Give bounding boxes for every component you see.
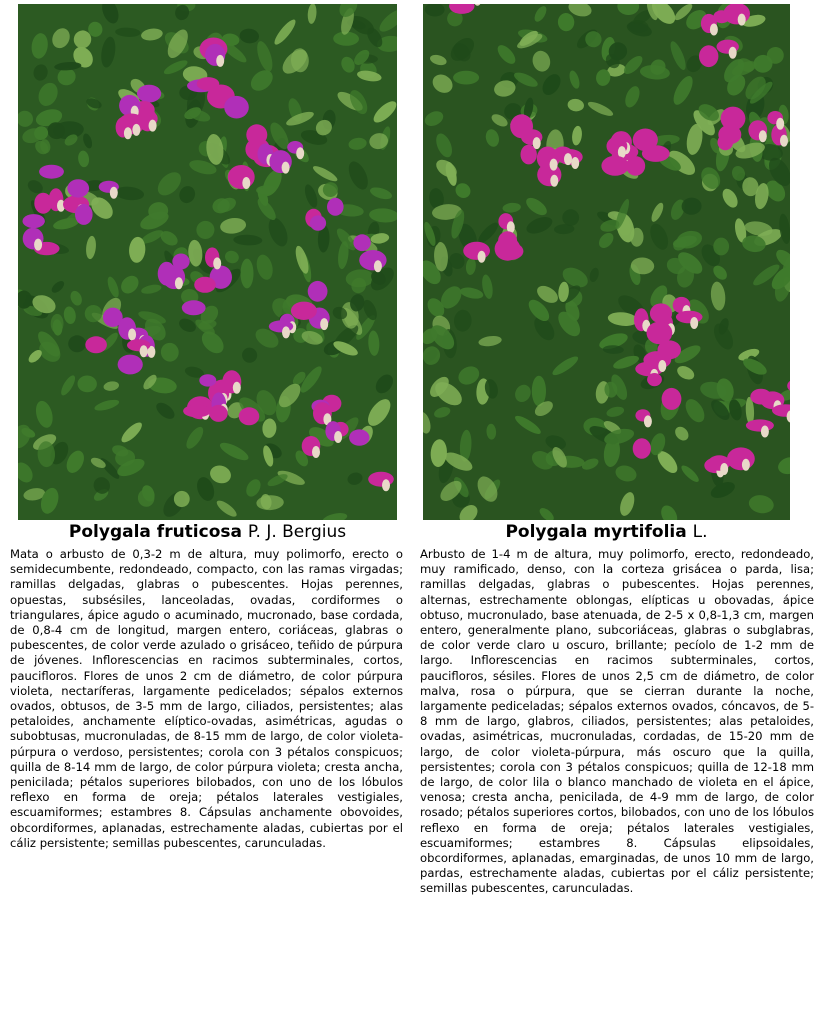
flower-bud: [571, 157, 579, 169]
flower-petal: [172, 254, 189, 270]
flower-bud: [710, 24, 718, 36]
flower-bud: [742, 459, 750, 471]
flower-bud: [759, 130, 767, 142]
flower-bud: [282, 326, 290, 338]
species-description-right: Arbusto de 1-4 m de altura, muy polimorfo, erecto, redondeado, muy ramificado, denso, con la corteza grisácea o parda, lisa; ramillas delgadas, glabras o pubescentes. Hojas perennes, alternas, estrechamente oblongas, elípticas u obovadas, ápice obtuso, mucronulado, base atenuada, de 2-5 x 0,8-1,3 cm, margen entero, generalmente plano, subcoriáceas, glabras o subglabras, de color verde claro u oscuro, brillante; pecíolo de 1-2 mm de largo. Inflorescencias en racimos subterminales, cortos, paucifloros, sésiles. Flores de unos 2,5 cm de diámetro, de color malva, rosa o púrpura, que se cierran durante la noche, largamente pediceladas; sépalos externos ovados, cóncavos, de 5-8 mm de largo, glabros, ciliados, persistentes; alas petaloides, ovadas, asimétricas, mucronuladas, cordadas, de 15-20 mm de largo, de color violeta-púrpura, más oscuro que la quilla, persistentes; corola con 3 pétalos conspicuos; quilla de 12-18 mm de largo, de color lila o blanco manchado de violeta en el ápice, venosa; cresta ancha, penicilada, de 4-9 mm de largo, de color rosado; pétalos superiores cortos, bilobados, con uno de los lóbulos reflexo en forma de oreja; pétalos laterales vestigiales, escuamiformes; estambres 8. Cápsulas elipsoidales, obcordiformes, aplanadas, emarginadas, de unos 10 mm de largo, pardas, estrechamente aladas, cubiertas por el cáliz persistente; semillas pubescentes, carunculadas.: [420, 547, 814, 896]
flower-bud: [132, 124, 140, 136]
flower-petal: [601, 156, 628, 176]
flower-petal: [85, 336, 107, 353]
flower-petal: [224, 96, 249, 119]
flower-petal: [676, 311, 703, 324]
flower-bud: [374, 260, 382, 272]
flower-petal: [647, 322, 673, 345]
flower-petal: [718, 125, 741, 144]
species-name: Polygala fruticosa: [68, 522, 242, 542]
flower-petal: [39, 165, 64, 179]
flower-petal: [158, 262, 176, 286]
flower-bud: [564, 153, 572, 165]
flower-bud: [149, 120, 157, 132]
flower-bud: [776, 118, 784, 130]
species-description-left: Mata o arbusto de 0,3-2 m de altura, muy polimorfo, erecto o semidecumbente, redondeado, compacto, con las ramas virgadas; ramillas delgadas, glabras o pubescentes. Hojas perennes, opuestas, subsésiles, lanceoladas, ovadas, cordiformes o triangulares, ápice agudo o acuminado, mucronado, base cordada, de 0,8-4 cm de longitud, margen entero, coriáceas, glabras o pubescentes, de color verde azulado o grisáceo, teñido de púrpura de jóvenes. Inflorescencias en racimos subterminales, cortos, paucifloros. Flores de unos 2 cm de diámetro, de color púrpura violeta, nectaríferas, largamente pedicelados; sépalos externos ovados, obtusos, de 3-5 mm de largo, ciliados, persistentes; alas petaloides, anchamente elíptico-ovadas, asimétricas, agudas o subobtusas, mucronuladas, de 8-15 mm de largo, de color violeta-púrpura o verdoso, persistentes; corola con 3 pétalos conspicuos; quilla de 8-14 mm de largo, de color púrpura violeta; cresta ancha, penicilada; pétalos superiores bilobados, con uno de los lóbulos reflexo en forma de oreja; pétalos laterales vestigiales, escuamiformes; estambres 8. Cápsulas anchamente obovoides, obcordiformes, aplanadas, estrechamente aladas, cubiertas por el cáliz persistente; semillas pubescentes, carunculadas.: [10, 547, 403, 850]
flower-bud: [761, 426, 769, 438]
leaf: [241, 259, 254, 289]
flower-petal: [633, 438, 651, 459]
flower-petal: [239, 407, 260, 425]
flower-petal: [228, 165, 255, 189]
flower-petal: [75, 204, 93, 225]
flower-petal: [359, 250, 386, 270]
flower-bud: [242, 177, 250, 189]
species-author: L.: [692, 522, 708, 542]
flower-petal: [727, 447, 755, 470]
flower-bud: [690, 317, 698, 329]
flower-bud: [175, 277, 183, 289]
flower-bud: [738, 14, 746, 26]
flower-petal: [327, 198, 344, 216]
photo-polygala-fruticosa: [18, 4, 397, 520]
flower-petal: [746, 419, 774, 431]
flower-bud: [312, 446, 320, 458]
flower-bud: [213, 257, 221, 269]
flower-petal: [626, 156, 645, 176]
leaf: [532, 376, 546, 407]
flower-photo-right: [423, 4, 790, 520]
flower-bud: [382, 479, 390, 491]
flower-bud: [533, 137, 541, 149]
flower-bud: [34, 239, 42, 251]
flower-petal: [199, 374, 216, 386]
flower-petal: [308, 281, 328, 302]
flower-bud: [550, 175, 558, 187]
flower-petal: [310, 215, 326, 230]
flower-petal: [246, 124, 267, 145]
flower-petal: [209, 405, 227, 422]
flower-bud: [282, 162, 290, 174]
flower-petal: [713, 10, 730, 23]
flower-bud: [658, 360, 666, 372]
flower-bud: [216, 55, 224, 67]
flower-petal: [463, 242, 490, 260]
flower-photo-left: [18, 4, 397, 520]
flower-petal: [643, 351, 671, 369]
flower-bud: [729, 47, 737, 59]
flower-bud: [296, 147, 304, 159]
flower-bud: [233, 382, 241, 394]
species-title-right: [423, 522, 790, 542]
flower-petal: [197, 77, 220, 90]
flower-petal: [194, 277, 216, 293]
flower-bud: [110, 187, 118, 199]
leaf: [68, 335, 86, 352]
flower-bud: [124, 127, 132, 139]
flower-petal: [647, 373, 662, 386]
flower-bud: [550, 159, 558, 171]
flower-petal: [118, 355, 143, 375]
flower-bud: [334, 431, 342, 443]
flower-bud: [780, 135, 788, 147]
flower-petal: [291, 302, 317, 320]
species-author: P. J. Bergius: [247, 522, 347, 542]
flower-petal: [349, 429, 369, 445]
flower-bud: [320, 318, 328, 330]
flower-petal: [23, 214, 45, 228]
flower-petal: [495, 237, 521, 261]
flower-petal: [137, 85, 161, 103]
flower-bud: [644, 415, 652, 427]
flower-bud: [720, 463, 728, 475]
flower-petal: [67, 179, 89, 197]
flower-bud: [140, 345, 148, 357]
species-title-left: [18, 522, 397, 542]
photo-polygala-myrtifolia: [423, 4, 790, 520]
flower-petal: [642, 145, 670, 162]
leaf: [453, 71, 479, 85]
flower-petal: [34, 193, 52, 214]
species-name: Polygala myrtifolia: [505, 522, 687, 542]
flower-petal: [699, 45, 718, 67]
flower-petal: [353, 234, 370, 251]
flower-petal: [182, 300, 206, 315]
flower-petal: [183, 405, 211, 418]
flower-bud: [478, 251, 486, 263]
flower-petal: [662, 388, 682, 410]
leaf: [713, 238, 729, 256]
flower-bud: [128, 329, 136, 341]
